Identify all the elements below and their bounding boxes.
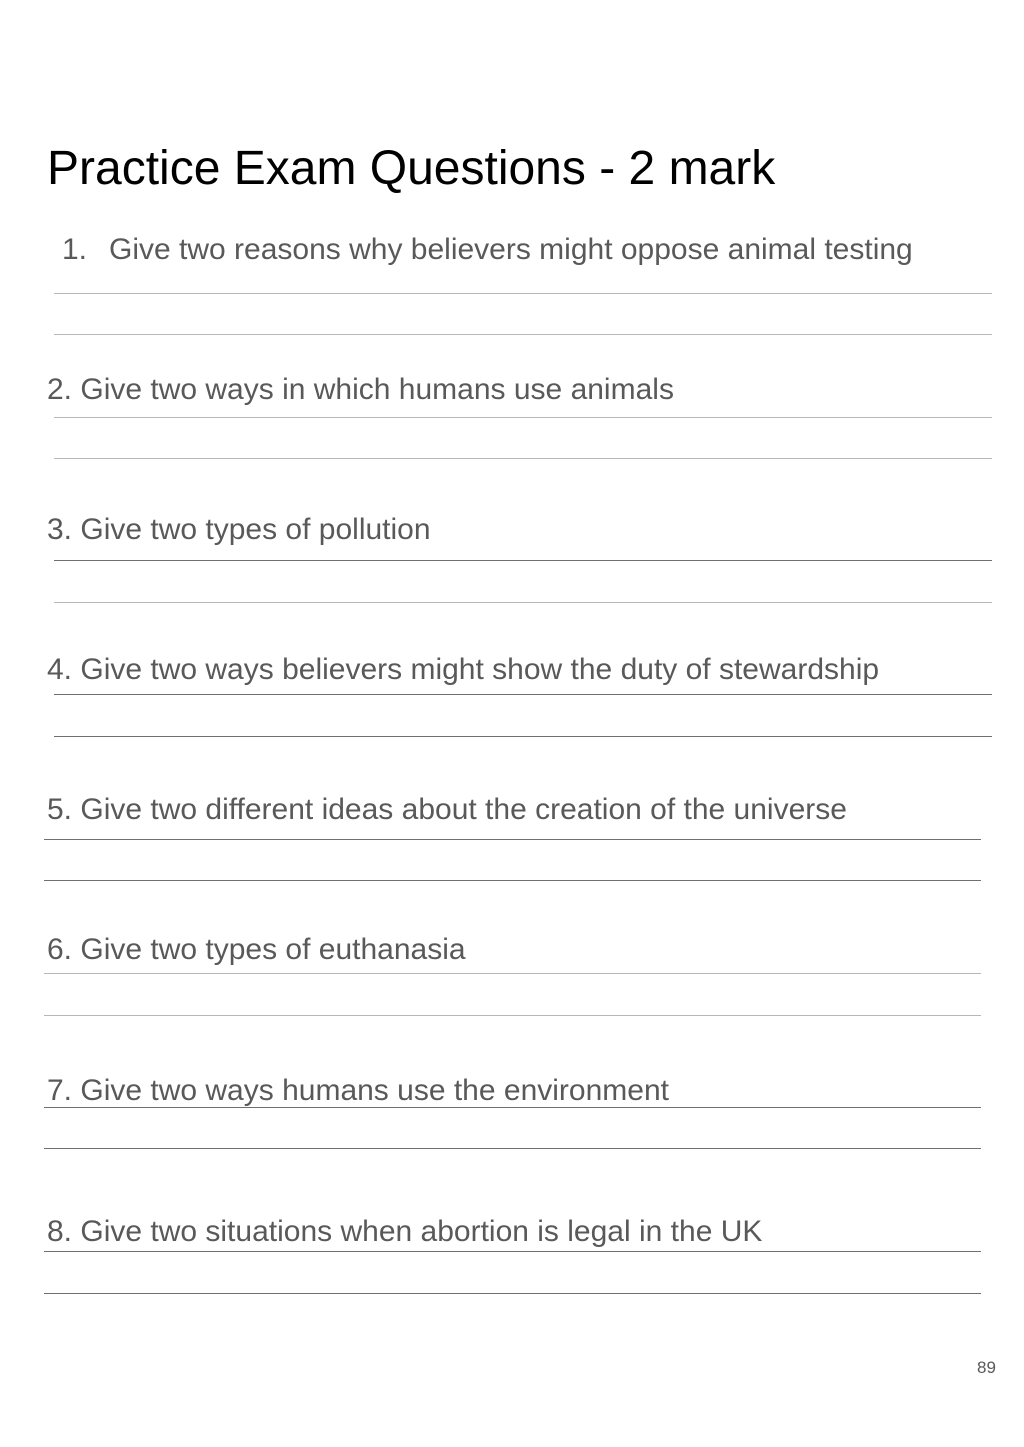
question-1-answer-line-1[interactable] bbox=[54, 293, 992, 294]
page-number: 89 bbox=[977, 1358, 996, 1377]
question-2-answer-line-1[interactable] bbox=[54, 417, 992, 418]
question-6-text: 6. Give two types of euthanasia bbox=[47, 933, 466, 966]
page-title: Practice Exam Questions - 2 mark bbox=[47, 142, 776, 195]
question-1-text: Give two reasons why believers might oppose animal testing bbox=[109, 233, 913, 266]
question-7-text: 7. Give two ways humans use the environment bbox=[47, 1074, 669, 1107]
question-2-text: 2. Give two ways in which humans use animals bbox=[47, 373, 674, 406]
question-7-answer-line-1[interactable] bbox=[44, 1107, 981, 1108]
question-4-answer-line-2[interactable] bbox=[54, 736, 992, 737]
question-8-answer-line-2[interactable] bbox=[44, 1293, 981, 1294]
question-3-answer-line-2[interactable] bbox=[54, 602, 992, 603]
question-5-text: 5. Give two different ideas about the creation of the universe bbox=[47, 793, 847, 826]
question-7-answer-line-2[interactable] bbox=[44, 1148, 981, 1149]
question-1-number: 1. bbox=[62, 233, 88, 266]
question-2-answer-line-2[interactable] bbox=[54, 458, 992, 459]
question-8-answer-line-1[interactable] bbox=[44, 1251, 981, 1252]
question-6-answer-line-2[interactable] bbox=[44, 1015, 981, 1016]
question-3-text: 3. Give two types of pollution bbox=[47, 513, 431, 546]
question-5-answer-line-2[interactable] bbox=[44, 880, 981, 881]
question-5-answer-line-1[interactable] bbox=[44, 839, 981, 840]
question-3-answer-line-1[interactable] bbox=[54, 560, 992, 561]
question-1-answer-line-2[interactable] bbox=[54, 334, 992, 335]
question-8-text: 8. Give two situations when abortion is legal in the UK bbox=[47, 1215, 763, 1248]
question-4-text: 4. Give two ways believers might show the duty of stewardship bbox=[47, 653, 880, 686]
question-6-answer-line-1[interactable] bbox=[44, 973, 981, 974]
question-4-answer-line-1[interactable] bbox=[54, 694, 992, 695]
